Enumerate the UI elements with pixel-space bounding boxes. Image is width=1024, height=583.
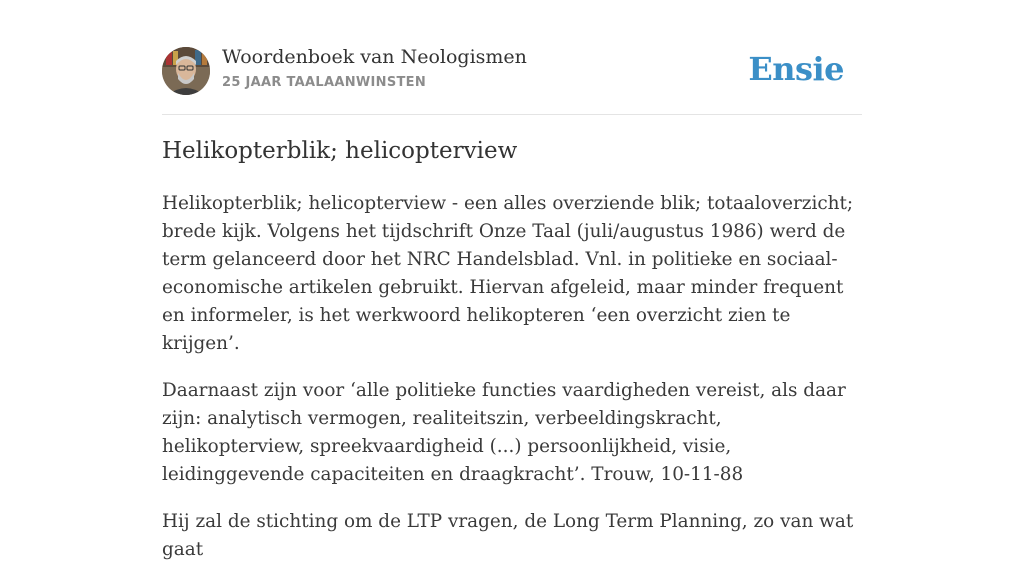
page-title: Helikopterblik; helicopterview [162, 138, 518, 164]
author-avatar[interactable] [162, 47, 210, 95]
author-name[interactable]: Woordenboek van Neologismen [222, 46, 527, 68]
article-body [162, 190, 862, 583]
article-page [162, 0, 862, 560]
article-paragraph: Helikopterblik; helicopterview - een alles overziende blik; totaaloverzicht; brede kijk. Volgens het tijdschrift Onze Taal (juli/augustus 1986) werd de term gelanceerd door het NRC Handelsblad. Vnl. in politieke en sociaal-economische artikelen gebruikt. Hiervan afgeleid, maar minder frequent en informeler, is het werkwoord helikopteren ‘een overzicht zien te krijgen’. [162, 193, 854, 354]
ensie-logo[interactable]: Ensie [748, 50, 844, 88]
article-paragraph: Daarnaast zijn voor ‘alle politieke functies vaardigheden vereist, als daar zijn: analytisch vermogen, realiteitszin, verbeeldingskracht, helikopterview, spreekvaardigheid (...) persoonlijkheid, visie, leidinggevende capaciteiten en draagkracht’. Trouw, 10-11-88 [162, 380, 846, 485]
article-paragraph: Hij zal de stichting om de LTP vragen, de Long Term Planning, zo van wat gaat [162, 511, 854, 560]
header [162, 0, 862, 115]
avatar-portrait-icon [162, 47, 210, 95]
author-subtitle: 25 JAAR TAALAANWINSTEN [222, 75, 427, 90]
